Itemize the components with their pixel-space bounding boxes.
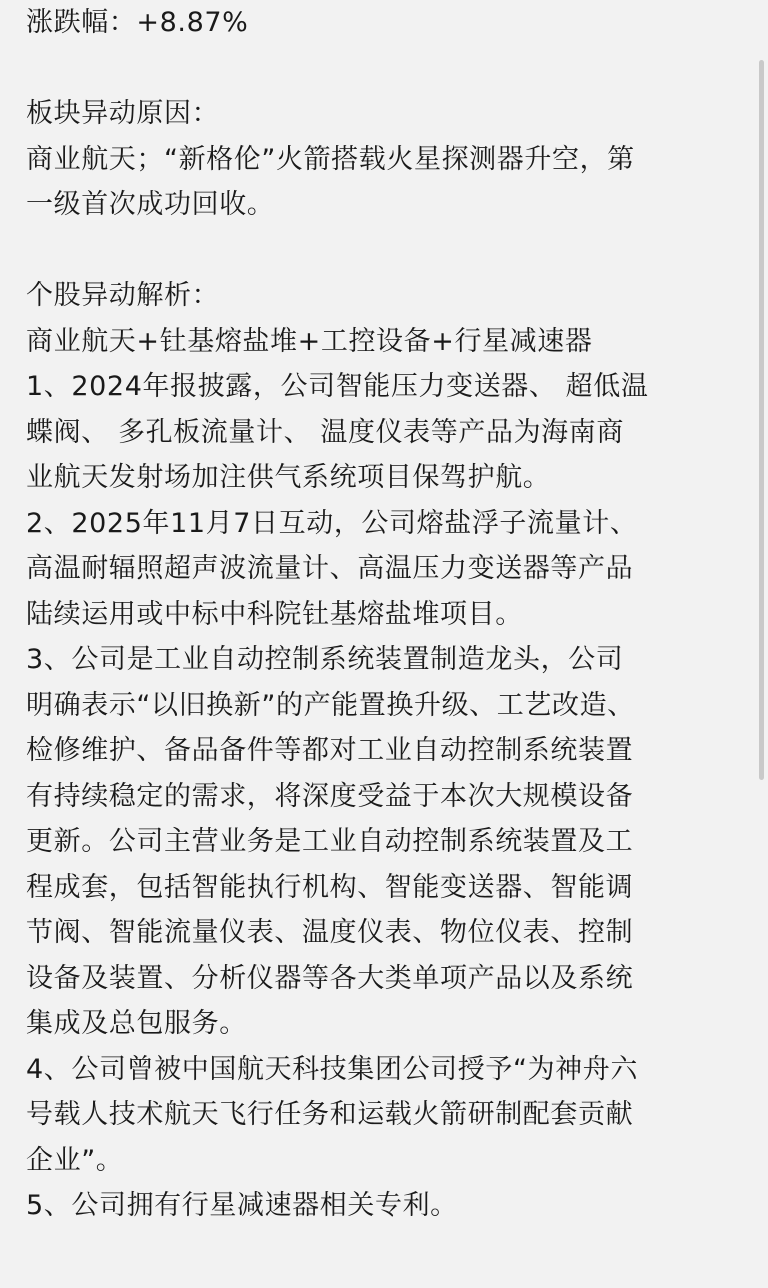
- stock-analysis-line: 陆续运用或中标中科院钍基熔盐堆项目。: [26, 598, 523, 630]
- vertical-scrollbar[interactable]: [759, 60, 764, 780]
- stock-analysis-heading: 个股异动解析：: [26, 280, 220, 311]
- stock-analysis-line: 集成及总包服务。: [26, 1008, 247, 1039]
- stock-analysis-line: 有持续稳定的需求，将深度受益于本次大规模设备: [26, 780, 634, 812]
- article-body: [26, 0, 746, 1229]
- stock-analysis-line: 2、2025年11月7日互动，公司熔盐浮子流量计、: [26, 507, 638, 539]
- stock-analysis-line: 设备及装置、分析仪器等各大类单项产品以及系统: [26, 962, 634, 994]
- stock-analysis-line: 程成套，包括智能执行机构、智能变送器、智能调: [26, 871, 634, 903]
- stock-analysis-line: 3、公司是工业自动控制系统装置制造龙头，公司: [26, 644, 624, 675]
- stock-analysis-line: 高温耐辐照超声波流量计、高温压力变送器等产品: [26, 553, 634, 584]
- sector-reason-line: 商业航天；“新格伦”火箭搭载火星探测器升空，第: [26, 143, 635, 175]
- stock-analysis-line: 号载人技术航天飞行任务和运载火箭研制配套贡献: [26, 1099, 634, 1130]
- spacer: [26, 228, 746, 274]
- sector-reason-heading: 板块异动原因：: [26, 98, 220, 129]
- stock-analysis-line: 更新。公司主营业务是工业自动控制系统装置及工: [26, 826, 634, 857]
- stock-analysis-line: 1、2024年报披露，公司智能压力变送器、 超低温: [26, 371, 649, 402]
- stock-analysis-line: 4、公司曾被中国航天科技集团公司授予“为神舟六: [26, 1053, 638, 1085]
- stock-analysis-line: 检修维护、备品备件等都对工业自动控制系统装置: [26, 735, 634, 766]
- stock-analysis-line: 明确表示“以旧换新”的产能置换升级、工艺改造、: [26, 689, 635, 721]
- stock-analysis-line: 企业”。: [26, 1144, 124, 1176]
- spacer: [26, 46, 746, 92]
- change-percent-text: 涨跌幅：+8.87%: [26, 7, 249, 38]
- sector-reason-line: 一级首次成功回收。: [26, 189, 275, 220]
- stock-tags: 商业航天+钍基熔盐堆+工控设备+行星减速器: [26, 325, 593, 357]
- stock-analysis-line: 5、公司拥有行星减速器相关专利。: [26, 1190, 458, 1221]
- stock-analysis-line: 业航天发射场加注供气系统项目保驾护航。: [26, 462, 551, 493]
- stock-analysis-line: 节阀、智能流量仪表、温度仪表、物位仪表、控制: [26, 917, 634, 948]
- stock-analysis-line: 蝶阀、 多孔板流量计、 温度仪表等产品为海南商: [26, 416, 624, 448]
